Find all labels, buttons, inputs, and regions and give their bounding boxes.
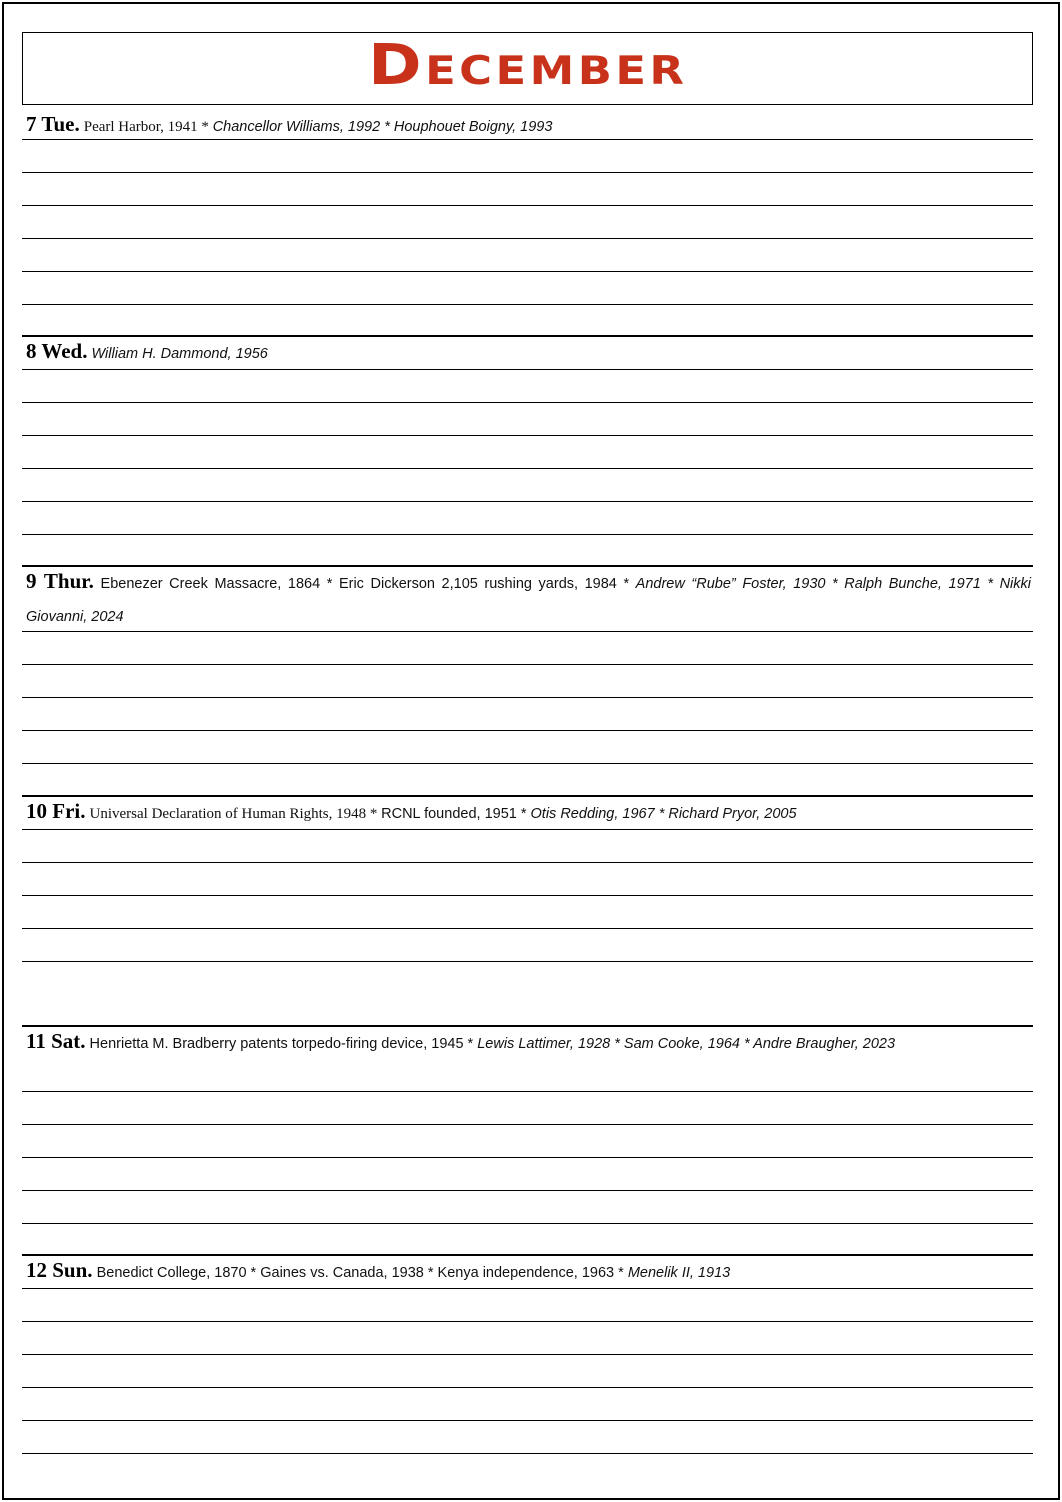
writing-line xyxy=(22,829,1033,830)
day-entry xyxy=(26,565,1031,634)
day-entry xyxy=(26,1025,1031,1061)
writing-line xyxy=(22,697,1033,698)
day-label: 8 Wed. xyxy=(26,339,88,363)
event-text: William H. Dammond, 1956 xyxy=(91,346,268,362)
day-separator xyxy=(22,1254,1033,1256)
writing-line xyxy=(22,1321,1033,1322)
writing-line xyxy=(22,928,1033,929)
month-header xyxy=(22,32,1033,105)
writing-line xyxy=(22,139,1033,140)
writing-line xyxy=(22,895,1033,896)
day-entry xyxy=(26,795,1031,831)
day-separator xyxy=(22,795,1033,797)
writing-line xyxy=(22,1157,1033,1158)
event-text: Lewis Lattimer, 1928 * Sam Cooke, 1964 * Andre Braugher, 2023 xyxy=(477,1036,896,1052)
writing-line xyxy=(22,631,1033,632)
writing-line xyxy=(22,763,1033,764)
writing-line xyxy=(22,1223,1033,1224)
writing-line xyxy=(22,534,1033,535)
writing-line xyxy=(22,1288,1033,1289)
event-text: Chancellor Williams, 1992 * Houphouet Boigny, 1993 xyxy=(212,119,553,135)
writing-line xyxy=(22,501,1033,502)
writing-line xyxy=(22,435,1033,436)
writing-line xyxy=(22,369,1033,370)
writing-line xyxy=(22,468,1033,469)
writing-line xyxy=(22,1354,1033,1355)
day-label: 7 Tue. xyxy=(26,112,80,136)
event-text: RCNL founded, 1951 * xyxy=(381,806,531,822)
event-text: Otis Redding, 1967 * Richard Pryor, 2005 xyxy=(530,806,797,822)
writing-line xyxy=(22,172,1033,173)
planner-page xyxy=(2,2,1060,1500)
writing-line xyxy=(22,1190,1033,1191)
event-text: Menelik II, 1913 xyxy=(627,1265,731,1281)
day-separator xyxy=(22,1025,1033,1027)
writing-line xyxy=(22,862,1033,863)
writing-line xyxy=(22,1091,1033,1092)
writing-line xyxy=(22,961,1033,962)
writing-line xyxy=(22,730,1033,731)
day-separator xyxy=(22,565,1033,567)
writing-line xyxy=(22,1124,1033,1125)
month-title: December xyxy=(367,32,688,98)
day-label: 12 Sun. xyxy=(26,1258,93,1282)
event-text: Pearl Harbor, 1941 * xyxy=(83,119,213,135)
event-text: Ebenezer Creek Massacre, 1864 * Eric Dickerson 2,105 rushing yards, 1984 * xyxy=(100,576,636,592)
event-text: Benedict College, 1870 * Gaines vs. Canada, 1938 * Kenya independence, 1963 * xyxy=(96,1265,628,1281)
writing-line xyxy=(22,304,1033,305)
day-label: 9 Thur. xyxy=(26,569,94,593)
writing-line xyxy=(22,664,1033,665)
writing-line xyxy=(22,238,1033,239)
event-text: Andrew “Rube” Foster, 1930 * Ralph Bunche, 1971 * Nikki Giovanni, 2024 xyxy=(26,576,1031,625)
event-text: Universal Declaration of Human Rights, 1948 * xyxy=(89,806,382,822)
writing-line xyxy=(22,1387,1033,1388)
writing-line xyxy=(22,1420,1033,1421)
writing-line xyxy=(22,271,1033,272)
writing-line xyxy=(22,205,1033,206)
event-text: Henrietta M. Bradberry patents torpedo-firing device, 1945 * xyxy=(89,1036,478,1052)
writing-line xyxy=(22,1453,1033,1454)
day-entry xyxy=(26,1254,1031,1290)
day-separator xyxy=(22,335,1033,337)
day-label: 11 Sat. xyxy=(26,1029,86,1053)
writing-line xyxy=(22,402,1033,403)
day-label: 10 Fri. xyxy=(26,799,86,823)
day-entry xyxy=(26,335,1031,371)
